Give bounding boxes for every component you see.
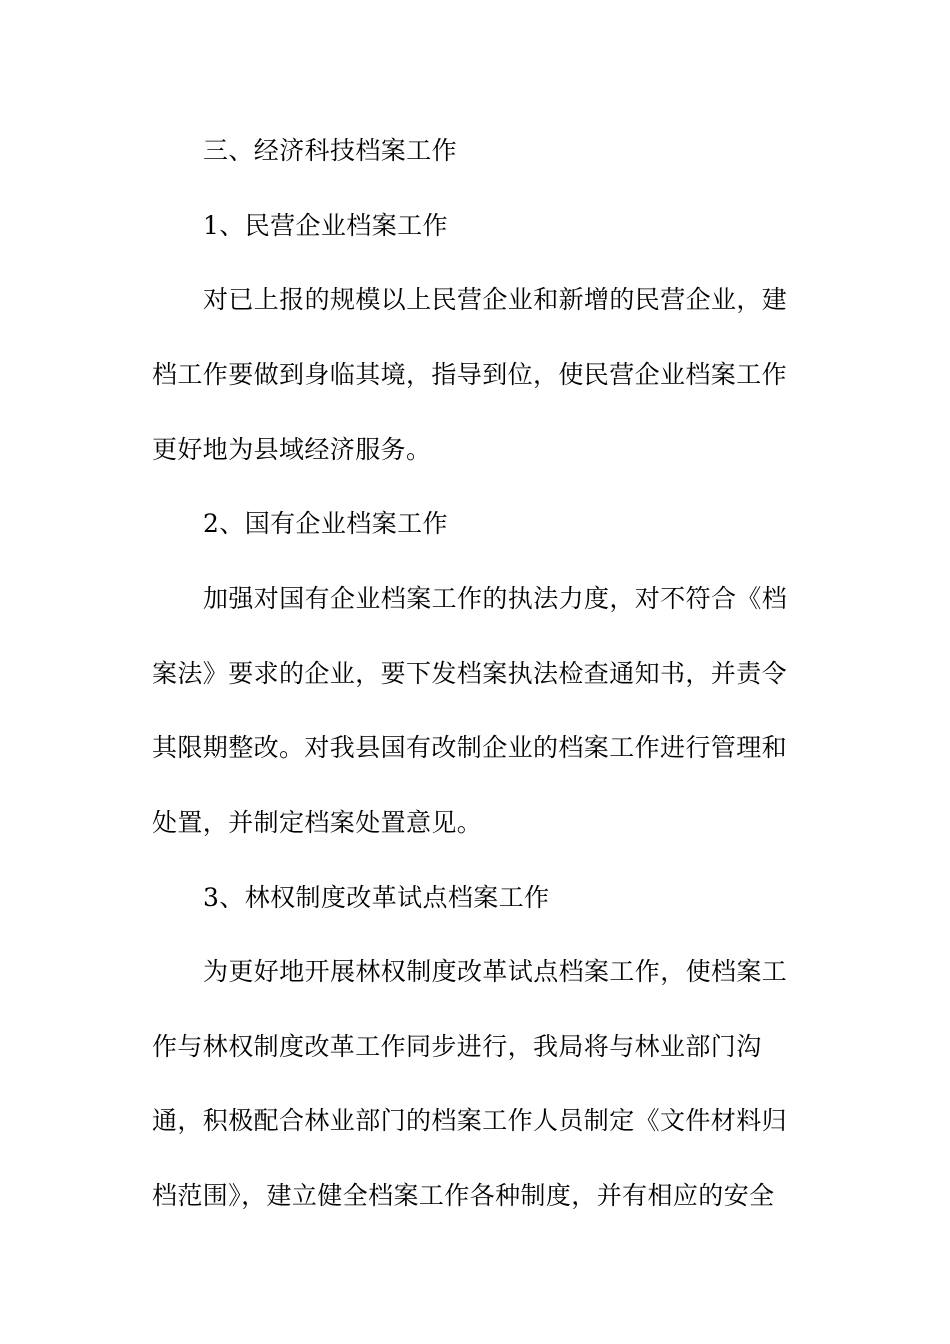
paragraph-line: 案法》要求的企业，要下发档案执法检查通知书，并责令 — [152, 659, 788, 688]
subsection-heading: 3、林权制度改革试点档案工作 — [203, 883, 550, 912]
paragraph-line: 处置，并制定档案处置意见。 — [152, 808, 483, 837]
paragraph-line: 对已上报的规模以上民营企业和新增的民营企业，建 — [203, 285, 788, 314]
paragraph-line: 其限期整改。对我县国有改制企业的档案工作进行管理和 — [152, 733, 788, 762]
subsection-heading: 2、国有企业档案工作 — [203, 509, 448, 538]
paragraph-line: 加强对国有企业档案工作的执法力度，对不符合《档 — [203, 584, 788, 613]
paragraph-line: 更好地为县域经济服务。 — [152, 435, 432, 464]
paragraph-line: 档范围》，建立健全档案工作各种制度，并有相应的安全 — [152, 1181, 775, 1210]
section-heading: 三、经济科技档案工作 — [203, 136, 458, 165]
paragraph-line: 通，积极配合林业部门的档案工作人员制定《文件材料归 — [152, 1106, 788, 1135]
subsection-heading: 1、民营企业档案工作 — [203, 211, 448, 240]
paragraph-line: 档工作要做到身临其境，指导到位，使民营企业档案工作 — [152, 360, 788, 389]
paragraph-line: 作与林权制度改革工作同步进行，我局将与林业部门沟 — [152, 1032, 762, 1061]
paragraph-line: 为更好地开展林权制度改革试点档案工作，使档案工 — [203, 957, 788, 986]
